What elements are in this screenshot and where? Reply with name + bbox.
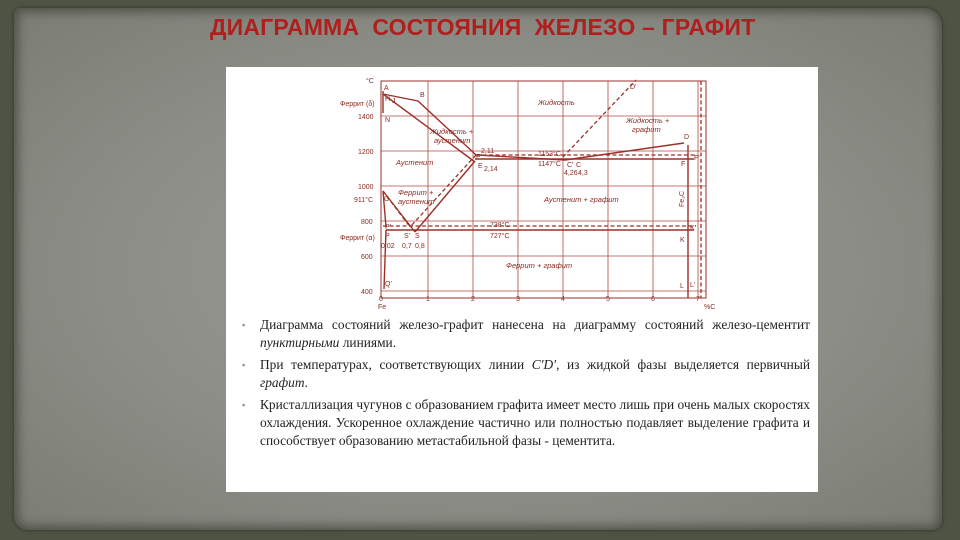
point-d-prime: D'	[630, 84, 637, 91]
value-738: 738°С	[490, 222, 510, 229]
value-0-7: 0,7	[402, 243, 412, 250]
point-k: K	[680, 237, 685, 244]
value-0-8: 0,8	[415, 243, 425, 250]
bullet-icon: ▪	[242, 320, 246, 330]
note-text-end: .	[304, 375, 308, 390]
value-1153: 1153°С	[538, 151, 561, 158]
content-card	[226, 67, 818, 492]
note-text: Диаграмма состояний железо-графит нанесена на диаграмму состояний железо-цементит	[260, 317, 810, 332]
y-unit-label: °С	[366, 78, 374, 85]
point-c: C	[576, 162, 582, 169]
y-tick-400: 400	[361, 289, 373, 296]
x-origin-label: Fe	[378, 304, 387, 311]
region-austenite-graphite: Аустенит + графит	[544, 195, 619, 204]
ferrite-alpha-label: Феррит (α)	[340, 235, 375, 242]
point-l: L	[680, 283, 684, 290]
note-item	[242, 356, 810, 392]
region-liquid-graphite-1: Жидкость +	[626, 116, 670, 125]
point-f: F	[681, 161, 686, 168]
point-s-prime: S'	[404, 233, 411, 240]
slide-title: ДИАГРАММА СОСТОЯНИЯ ЖЕЛЕЗО – ГРАФИТ	[210, 14, 756, 40]
value-727: 727°С	[490, 233, 510, 240]
point-s: S	[415, 233, 420, 240]
note-text: При температурах, соответствующих линии	[260, 357, 532, 372]
point-a: A	[384, 85, 389, 92]
point-k-prime: K'	[690, 225, 697, 232]
value-0-02: 0,02	[381, 243, 395, 250]
phase-diagram	[226, 67, 818, 312]
region-ferrite-graphite: Феррит + графит	[506, 261, 573, 270]
point-f-prime: F'	[694, 155, 700, 162]
bullet-icon: ▪	[242, 400, 246, 410]
x-tick-4: 4	[561, 296, 565, 303]
point-e: E	[478, 163, 483, 170]
ferrite-delta-label: Феррит (δ)	[340, 101, 375, 108]
x-tick-3: 3	[516, 296, 520, 303]
point-p: P	[385, 233, 390, 240]
y-tick-600: 600	[361, 254, 373, 261]
x-tick-0: 0	[379, 296, 383, 303]
region-ferrite-austenite-2: аустенит	[398, 197, 435, 206]
y-tick-1200: 1200	[358, 149, 374, 156]
point-q-prime: Q'	[385, 281, 392, 288]
x-tick-7: 7	[696, 296, 700, 303]
point-e-prime: E'	[476, 154, 483, 161]
value-1147: 1147°С	[538, 161, 561, 168]
x-tick-2: 2	[471, 296, 475, 303]
x-tick-6: 6	[651, 296, 655, 303]
point-n: N	[385, 117, 391, 124]
value-2-14: 2,14	[484, 166, 498, 173]
region-liquid: Жидкость	[538, 98, 575, 107]
note-item	[242, 316, 810, 352]
y-tick-1400: 1400	[358, 114, 374, 121]
bullet-icon: ▪	[242, 360, 246, 370]
t911-label: 911°С	[354, 197, 374, 204]
point-j: J	[392, 98, 396, 105]
fe3c-label: Fe₃C	[679, 190, 686, 207]
point-l-prime: L'	[690, 282, 696, 289]
value-4-26: 4,26	[564, 170, 578, 177]
region-liquid-austenite-1: Жидкость +	[430, 127, 474, 136]
value-2-11: 2,11	[481, 148, 495, 155]
point-c-prime: C'	[567, 162, 574, 169]
note-text-mid: , из жидкой фазы выделяется первичный	[556, 357, 810, 372]
region-liquid-graphite-2: графит	[632, 125, 661, 134]
note-item	[242, 396, 810, 450]
value-4-3: 4,3	[578, 170, 588, 177]
point-g: G	[384, 196, 390, 203]
point-h: H	[385, 96, 391, 103]
notes-list	[242, 316, 810, 454]
x-unit-label: %С	[704, 304, 716, 311]
point-p-prime: P'	[385, 224, 392, 231]
region-austenite: Аустенит	[396, 158, 434, 167]
x-tick-1: 1	[426, 296, 430, 303]
point-b: B	[420, 92, 425, 99]
region-ferrite-austenite-1: Феррит +	[398, 188, 434, 197]
point-d: D	[684, 134, 690, 141]
note-text-end: линиями.	[339, 335, 397, 350]
y-tick-800: 800	[361, 219, 373, 226]
note-emphasis-2: графит	[260, 375, 305, 390]
y-tick-1000: 1000	[358, 184, 374, 191]
note-emphasis: C'D'	[531, 357, 557, 372]
note-text: Кристаллизация чугунов с образованием графита имеет место лишь при очень малых скоростях охлаждения. Ускоренное охлаждение частично или полностью подавляет выделение графита и способствует образованию метастабильной фазы - цементита.	[260, 397, 810, 448]
note-emphasis: пунктирными	[260, 335, 340, 350]
x-tick-5: 5	[606, 296, 610, 303]
region-liquid-austenite-2: аустенит	[434, 136, 471, 145]
